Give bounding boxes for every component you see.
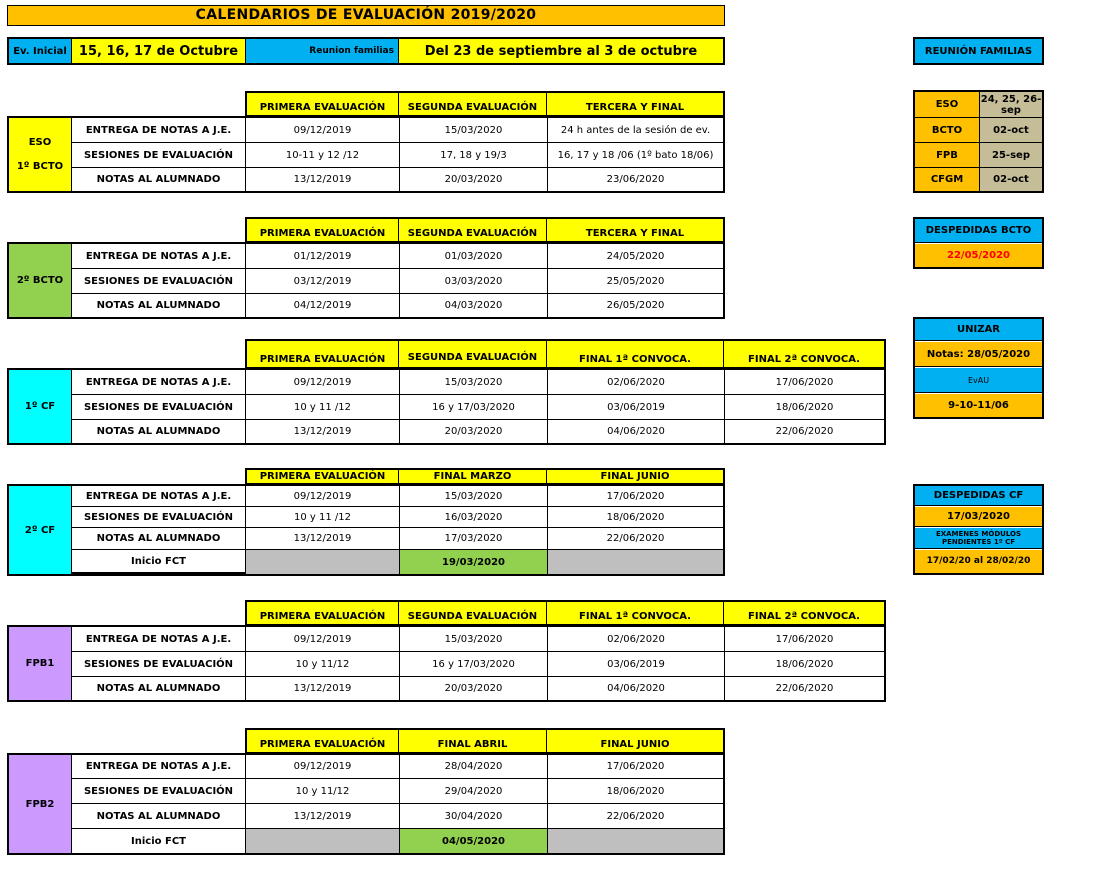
eso-row-label-notas: NOTAS AL ALUMNADO — [96, 174, 221, 185]
fpb1-notas-1: 13/12/2019 — [293, 683, 352, 694]
cf2-notas-3: 22/06/2020 — [606, 533, 665, 544]
eso-entrega-1: 09/12/2019 — [293, 124, 352, 136]
bcto2-entrega-1: 01/12/2019 — [293, 250, 352, 262]
side-examenes-title: EXAMENES MÓDULOS PENDIENTES 1º CF — [915, 528, 1042, 549]
side-despedidas-cf-title: DESPEDIDAS CF — [915, 486, 1042, 506]
cf1-notas-4: 22/06/2020 — [775, 426, 834, 437]
fpb2-row-label-notas: NOTAS AL ALUMNADO — [96, 810, 221, 822]
fpb2-row-label-sesiones: SESIONES DE EVALUACIÓN — [83, 785, 234, 797]
eso-notas-3: 23/06/2020 — [606, 174, 665, 185]
ev-inicial-dates: 15, 16, 17 de Octubre — [72, 39, 246, 63]
cf1-row-label-notas: NOTAS AL ALUMNADO — [96, 426, 221, 437]
side-despedidas-bcto-date: 22/05/2020 — [915, 244, 1042, 267]
side-despedidas-cf-date: 17/03/2020 — [915, 507, 1042, 527]
eso-header-1: PRIMERA EVALUACIÓN — [247, 93, 399, 115]
cf2-fct-empty-1 — [246, 550, 399, 574]
cf2-fct-date: 19/03/2020 — [400, 550, 547, 574]
fpb2-header-2: FINAL ABRIL — [399, 730, 547, 752]
fpb1-sesiones-3: 03/06/2019 — [607, 658, 665, 670]
cf2-entrega-2: 15/03/2020 — [444, 490, 503, 502]
cf1-sesiones-1: 10 y 11 /12 — [294, 401, 351, 413]
fpb2-row-label-fct: Inicio FCT — [131, 835, 186, 847]
fpb1-header-4: FINAL 2ª CONVOCA. — [724, 602, 884, 624]
fpb1-group-label: FPB1 — [9, 627, 72, 700]
reunion-familias-dates: Del 23 de septiembre al 3 de octubre — [399, 39, 723, 63]
eso-sesiones-3: 16, 17 y 18 /06 (1º bato 18/06) — [557, 149, 714, 161]
eso-notas-1: 13/12/2019 — [293, 174, 352, 185]
eso-row-label-entrega: ENTREGA DE NOTAS A J.E. — [85, 124, 232, 136]
side-evau-label: EvAU — [915, 368, 1042, 393]
bcto2-sesiones-1: 03/12/2019 — [293, 275, 352, 287]
bcto2-header-3: TERCERA Y FINAL — [547, 219, 723, 241]
cf1-entrega-4: 17/06/2020 — [775, 376, 834, 388]
bcto2-sesiones-2: 03/03/2020 — [444, 275, 503, 287]
cf1-row-label-sesiones: SESIONES DE EVALUACIÓN — [83, 401, 234, 413]
fpb1-entrega-4: 17/06/2020 — [775, 633, 834, 645]
cf2-notas-2: 17/03/2020 — [444, 533, 503, 544]
bcto2-row-label-entrega: ENTREGA DE NOTAS A J.E. — [85, 250, 232, 262]
fpb2-notas-3: 22/06/2020 — [606, 810, 665, 822]
fpb2-sesiones-2: 29/04/2020 — [444, 785, 503, 797]
fpb2-sesiones-3: 18/06/2020 — [606, 785, 665, 797]
fpb2-sesiones-1: 10 y 11/12 — [295, 785, 350, 797]
eso-sesiones-2: 17, 18 y 19/3 — [440, 149, 507, 161]
cf1-sesiones-3: 03/06/2019 — [607, 401, 665, 413]
eso-header-3: TERCERA Y FINAL — [547, 93, 723, 115]
fpb2-group-label: FPB2 — [9, 755, 72, 853]
cf1-sesiones-4: 18/06/2020 — [775, 401, 834, 413]
eso-row-label-sesiones: SESIONES DE EVALUACIÓN — [83, 149, 234, 161]
fpb1-notas-2: 20/03/2020 — [444, 683, 503, 694]
bcto2-entrega-3: 24/05/2020 — [606, 250, 665, 262]
bcto2-entrega-2: 01/03/2020 — [444, 250, 503, 262]
cf1-sesiones-2: 16 y 17/03/2020 — [432, 401, 515, 413]
reunion-familias-label: Reunion familias — [246, 39, 399, 63]
eso-entrega-3: 24 h antes de la sesión de ev. — [560, 124, 711, 136]
fpb2-notas-2: 30/04/2020 — [444, 810, 503, 822]
cf2-sesiones-3: 18/06/2020 — [606, 511, 665, 523]
fpb2-header-1: PRIMERA EVALUACIÓN — [247, 730, 399, 752]
fpb2-fct-empty-3 — [548, 829, 723, 853]
bcto2-row-label-notas: NOTAS AL ALUMNADO — [96, 300, 221, 311]
side-unizar-title: UNIZAR — [915, 319, 1042, 341]
eso-entrega-2: 15/03/2020 — [444, 124, 503, 136]
side-reunion-level-fpb: FPB — [915, 143, 979, 167]
cf1-entrega-1: 09/12/2019 — [293, 376, 352, 388]
cf2-fct-empty-3 — [548, 550, 723, 574]
eso-label-line2: 1º BCTO — [16, 160, 64, 172]
ev-inicial-label: Ev. Inicial — [9, 39, 72, 63]
cf1-header-3: FINAL 1ª CONVOCA. — [547, 341, 724, 367]
bcto2-notas-2: 04/03/2020 — [444, 300, 503, 311]
fpb2-entrega-3: 17/06/2020 — [606, 761, 665, 772]
fpb2-fct-date: 04/05/2020 — [400, 829, 547, 853]
bcto2-notas-3: 26/05/2020 — [606, 300, 665, 311]
fpb1-entrega-1: 09/12/2019 — [293, 633, 352, 645]
cf2-sesiones-1: 10 y 11 /12 — [294, 511, 351, 523]
bcto2-row-label-sesiones: SESIONES DE EVALUACIÓN — [83, 275, 234, 287]
cf1-header-1: PRIMERA EVALUACIÓN — [247, 341, 399, 367]
side-reunion-level-bcto: BCTO — [915, 118, 979, 142]
fpb1-header-2: SEGUNDA EVALUACIÓN — [399, 602, 547, 624]
side-despedidas-bcto-title: DESPEDIDAS BCTO — [915, 219, 1042, 243]
fpb2-entrega-2: 28/04/2020 — [444, 761, 503, 772]
fpb2-header-3: FINAL JUNIO — [547, 730, 723, 752]
cf2-notas-1: 13/12/2019 — [293, 533, 352, 544]
cf1-notas-2: 20/03/2020 — [444, 426, 503, 437]
fpb1-notas-4: 22/06/2020 — [775, 683, 834, 694]
cf2-sesiones-2: 16/03/2020 — [444, 511, 503, 523]
bcto2-header-2: SEGUNDA EVALUACIÓN — [399, 219, 547, 241]
fpb1-sesiones-1: 10 y 11/12 — [295, 658, 350, 670]
fpb1-row-label-entrega: ENTREGA DE NOTAS A J.E. — [85, 633, 232, 645]
cf1-row-label-entrega: ENTREGA DE NOTAS A J.E. — [85, 376, 232, 388]
fpb2-fct-empty-1 — [246, 829, 399, 853]
side-examenes-dates: 17/02/20 al 28/02/20 — [915, 550, 1042, 573]
side-reunion-level-cfgm: CFGM — [915, 168, 979, 191]
eso-notas-2: 20/03/2020 — [444, 174, 503, 185]
bcto2-sesiones-3: 25/05/2020 — [606, 275, 665, 287]
side-reunion-date-eso: 24, 25, 26-sep — [980, 93, 1042, 116]
fpb1-row-label-sesiones: SESIONES DE EVALUACIÓN — [83, 658, 234, 670]
cf1-header-4: FINAL 2ª CONVOCA. — [724, 341, 884, 367]
fpb1-entrega-3: 02/06/2020 — [607, 633, 665, 645]
bcto2-header-1: PRIMERA EVALUACIÓN — [247, 219, 399, 241]
cf1-group-label: 1º CF — [9, 370, 72, 443]
cf1-entrega-3: 02/06/2020 — [607, 376, 665, 388]
side-reunion-date-fpb: 25-sep — [980, 143, 1042, 167]
side-unizar-notas: Notas: 28/05/2020 — [915, 342, 1042, 367]
cf1-entrega-2: 15/03/2020 — [444, 376, 503, 388]
bcto2-group-label: 2º BCTO — [9, 244, 72, 317]
eso-sesiones-1: 10-11 y 12 /12 — [285, 149, 360, 161]
cf2-header-3: FINAL JUNIO — [547, 470, 723, 483]
cf2-row-label-entrega: ENTREGA DE NOTAS A J.E. — [85, 490, 232, 502]
fpb2-entrega-1: 09/12/2019 — [293, 761, 352, 772]
eso-group-label — [9, 118, 72, 191]
fpb1-header-3: FINAL 1ª CONVOCA. — [547, 602, 724, 624]
fpb2-notas-1: 13/12/2019 — [293, 810, 352, 822]
eso-label-line1: ESO — [28, 136, 52, 148]
cf2-row-label-sesiones: SESIONES DE EVALUACIÓN — [83, 511, 234, 523]
side-reunion-date-bcto: 02-oct — [980, 118, 1042, 142]
side-reunion-level-eso: ESO — [915, 92, 979, 117]
cf2-entrega-3: 17/06/2020 — [606, 490, 665, 502]
side-reunion-title: REUNIÓN FAMILIAS — [913, 37, 1044, 65]
fpb1-header-1: PRIMERA EVALUACIÓN — [247, 602, 399, 624]
side-evau-dates: 9-10-11/06 — [915, 394, 1042, 417]
fpb2-row-label-entrega: ENTREGA DE NOTAS A J.E. — [85, 761, 232, 772]
cf1-header-2: SEGUNDA EVALUACIÓN — [399, 341, 547, 367]
cf2-row-label-notas: NOTAS AL ALUMNADO — [96, 533, 221, 544]
fpb1-row-label-notas: NOTAS AL ALUMNADO — [96, 683, 221, 694]
cf2-header-2: FINAL MARZO — [399, 470, 547, 483]
cf2-header-1: PRIMERA EVALUACIÓN — [247, 470, 399, 483]
side-reunion-date-cfgm: 02-oct — [980, 168, 1042, 191]
cf2-entrega-1: 09/12/2019 — [293, 490, 352, 502]
cf1-notas-1: 13/12/2019 — [293, 426, 352, 437]
eso-header-2: SEGUNDA EVALUACIÓN — [399, 93, 547, 115]
bcto2-notas-1: 04/12/2019 — [293, 300, 352, 311]
fpb1-entrega-2: 15/03/2020 — [444, 633, 503, 645]
cf1-notas-3: 04/06/2020 — [607, 426, 665, 437]
fpb1-sesiones-4: 18/06/2020 — [775, 658, 834, 670]
fpb1-notas-3: 04/06/2020 — [607, 683, 665, 694]
cf2-group-label: 2º CF — [9, 486, 72, 574]
cf2-row-label-fct: Inicio FCT — [72, 550, 245, 574]
fpb1-sesiones-2: 16 y 17/03/2020 — [432, 658, 515, 670]
page-title: CALENDARIOS DE EVALUACIÓN 2019/2020 — [7, 5, 725, 26]
